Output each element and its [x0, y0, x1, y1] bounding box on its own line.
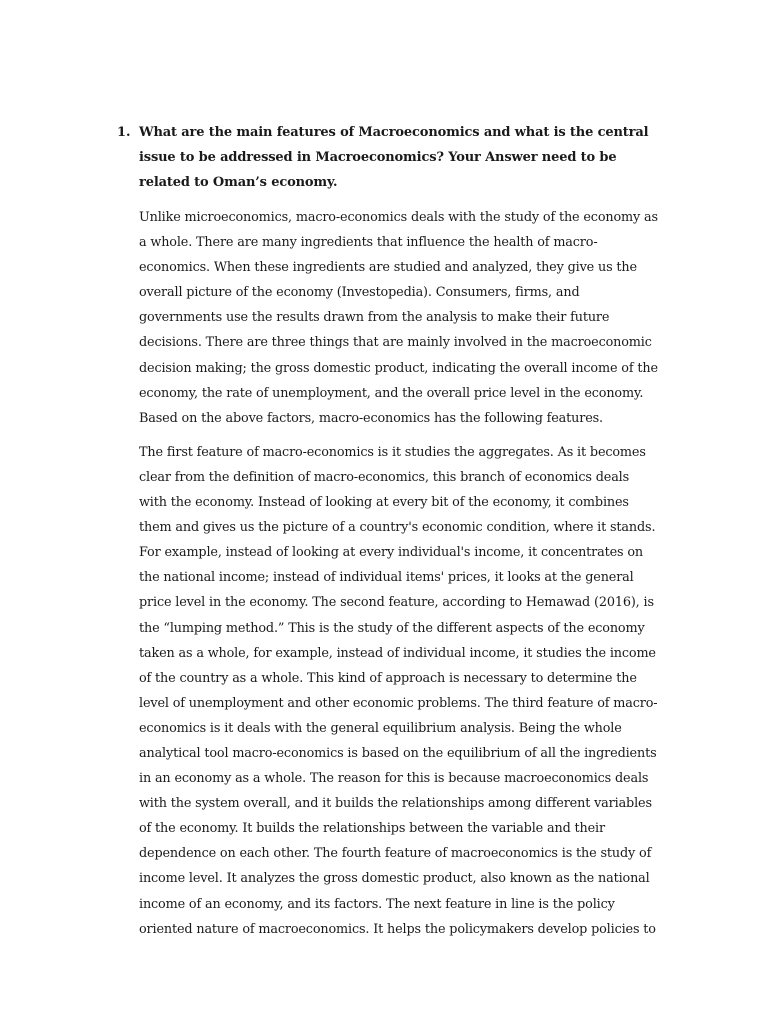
question-text: What are the main features of Macroeconomics and what is the central issue to be addressed in Macroeconomics? Your Answer need to be related to Oman’s economy.: [139, 125, 649, 190]
answer-paragraph-1: Unlike microeconomics, macro-economics deals with the study of the economy as a whole. There are many ingredients that influence the health of macro-economics. When these ingredients are studied and analyzed, they give us the overall picture of the economy (Investopedia). Consumers, firms, and governments use the results drawn from the analysis to make their future decisions. There are three things that are mainly involved in the macroeconomic decision making; the gross domestic product, indicating the overall income of the economy, the rate of unemployment, and the overall price level in the economy. Based on the above factors, macro-economics has the following features.: [139, 210, 658, 426]
question-number: 1.: [117, 125, 131, 140]
answer-body: [139, 205, 659, 951]
question-heading: [117, 120, 657, 195]
answer-paragraph-2: The first feature of macro-economics is it studies the aggregates. As it becomes clear from the definition of macro-economics, this branch of economics deals with the economy. Instead of looking at every bit of the economy, it combines them and gives us the picture of a country's economic condition, where it stands. For example, instead of looking at every individual's income, it concentrates on the national income; instead of individual items' prices, it looks at the general price level in the economy. The second feature, according to Hemawad (2016), is the “lumping method.” This is the study of the different aspects of the economy taken as a whole, for example, instead of individual income, it studies the income of the country as a whole. This kind of approach is necessary to determine the level of unemployment and other economic problems. The third feature of macro-economics is it deals with the general equilibrium analysis. Being the whole analytical tool macro-economics is based on the equilibrium of all the ingredients in an economy as a whole. The reason for this is because macroeconomics deals with the system overall, and it builds the relationships among different variables of the economy. It builds the relationships between the variable and their dependence on each other. The fourth feature of macroeconomics is the study of income level. It analyzes the gross domestic product, also known as the national income of an economy, and its factors. The next feature in line is the policy oriented nature of macroeconomics. It helps the policymakers develop policies to: [139, 444, 658, 937]
